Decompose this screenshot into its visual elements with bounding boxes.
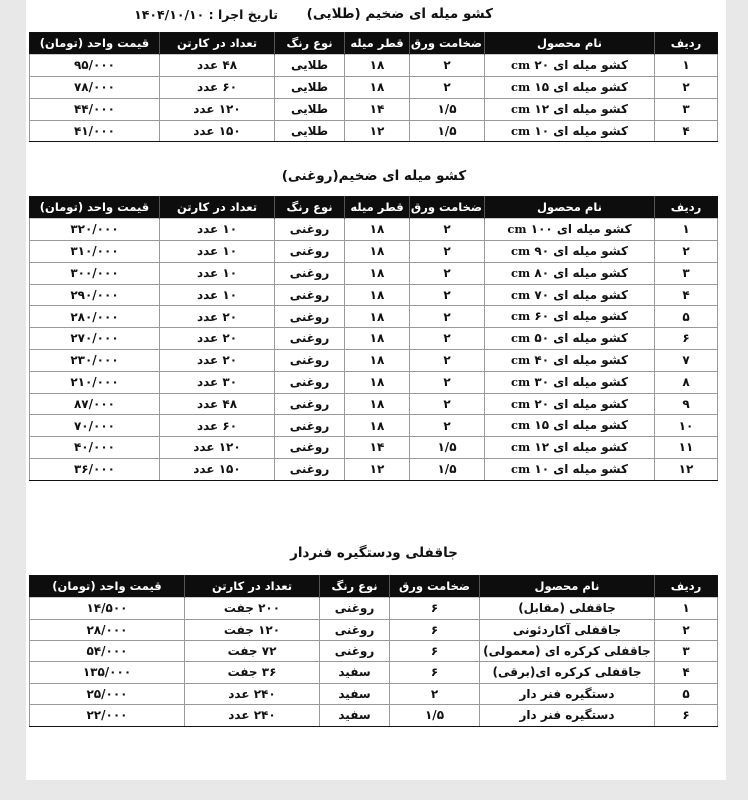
cell-qty: ۲۴۰ عدد — [185, 683, 320, 704]
cell-qty: ۲۰ عدد — [160, 328, 275, 350]
table-row — [30, 262, 718, 284]
cell-diameter: ۱۴ — [345, 98, 410, 120]
table-header-row — [30, 33, 718, 55]
col-header-rod-diameter: قطر میله — [345, 33, 410, 55]
cell-no: ۱۱ — [655, 437, 718, 459]
cell-product: جاقفلی (مقابل) — [480, 598, 655, 619]
table-row — [30, 77, 718, 99]
col-header-qty-per-carton: تعداد در کارتن — [160, 197, 275, 219]
cell-price: ۲۸/۰۰۰ — [30, 619, 185, 640]
table-row — [30, 641, 718, 662]
cell-no: ۱ — [655, 598, 718, 619]
col-header-qty-per-carton: تعداد در کارتن — [185, 576, 320, 598]
cell-diameter: ۱۲ — [345, 120, 410, 142]
cell-color: روغنی — [275, 437, 345, 459]
col-header-rod-diameter: قطر میله — [345, 197, 410, 219]
table-body — [30, 55, 718, 142]
cell-diameter: ۱۸ — [345, 55, 410, 77]
table-row — [30, 306, 718, 328]
table-row — [30, 415, 718, 437]
cell-qty: ۶۰ عدد — [160, 415, 275, 437]
table-row — [30, 705, 718, 726]
cell-product: کشو میله ای ۱۲ cm — [485, 437, 655, 459]
cell-diameter: ۱۸ — [345, 306, 410, 328]
cell-no: ۵ — [655, 306, 718, 328]
cell-no: ۳ — [655, 641, 718, 662]
table-row — [30, 241, 718, 263]
execution-date-value: ۱۴۰۴/۱۰/۱۰ — [134, 7, 205, 22]
cell-qty: ۱۵۰ عدد — [160, 120, 275, 142]
cell-no: ۳ — [655, 98, 718, 120]
cell-no: ۲ — [655, 619, 718, 640]
col-header-color-type: نوع رنگ — [275, 33, 345, 55]
cell-price: ۲۹۰/۰۰۰ — [30, 284, 160, 306]
cell-color: روغنی — [275, 262, 345, 284]
cell-no: ۲ — [655, 241, 718, 263]
col-header-row-no: ردیف — [655, 33, 718, 55]
cell-product: کشو میله ای ۲۰ cm — [485, 393, 655, 415]
cell-thickness: ۲ — [410, 241, 485, 263]
cell-no: ۳ — [655, 262, 718, 284]
cell-thickness: ۱/۵ — [390, 705, 480, 726]
col-header-sheet-thickness: ضخامت ورق — [410, 197, 485, 219]
table-header-row — [30, 197, 718, 219]
cell-color: روغنی — [275, 393, 345, 415]
cell-diameter: ۱۸ — [345, 219, 410, 241]
cell-price: ۲۵/۰۰۰ — [30, 683, 185, 704]
cell-product: کشو میله ای ۱۲ cm — [485, 98, 655, 120]
cell-color: روغنی — [320, 619, 390, 640]
cell-color: روغنی — [275, 458, 345, 480]
col-header-unit-price: قیمت واحد (تومان) — [30, 197, 160, 219]
cell-qty: ۴۸ عدد — [160, 393, 275, 415]
cell-thickness: ۶ — [390, 641, 480, 662]
cell-diameter: ۱۸ — [345, 77, 410, 99]
cell-color: روغنی — [275, 284, 345, 306]
cell-qty: ۴۸ عدد — [160, 55, 275, 77]
cell-thickness: ۶ — [390, 662, 480, 683]
cell-price: ۴۱/۰۰۰ — [30, 120, 160, 142]
cell-thickness: ۲ — [410, 55, 485, 77]
table-row — [30, 662, 718, 683]
cell-qty: ۲۴۰ عدد — [185, 705, 320, 726]
cell-no: ۵ — [655, 683, 718, 704]
cell-qty: ۱۲۰ جفت — [185, 619, 320, 640]
cell-product: کشو میله ای ۹۰ cm — [485, 241, 655, 263]
cell-thickness: ۱/۵ — [410, 120, 485, 142]
col-header-product: نام محصول — [485, 33, 655, 55]
cell-product: کشو میله ای ۸۰ cm — [485, 262, 655, 284]
table-oily-thick-rod-drawer — [29, 196, 718, 481]
table-row — [30, 120, 718, 142]
cell-price: ۳۰۰/۰۰۰ — [30, 262, 160, 284]
cell-product: جاقفلی کرکره ای (معمولی) — [480, 641, 655, 662]
cell-product: کشو میله ای ۱۰ cm — [485, 458, 655, 480]
cell-color: طلایی — [275, 77, 345, 99]
cell-product: دستگیره فنر دار — [480, 683, 655, 704]
table-header-row — [30, 576, 718, 598]
cell-color: روغنی — [275, 371, 345, 393]
cell-price: ۴۴/۰۰۰ — [30, 98, 160, 120]
cell-diameter: ۱۲ — [345, 458, 410, 480]
cell-product: کشو میله ای ۱۰ cm — [485, 120, 655, 142]
cell-no: ۷ — [655, 350, 718, 372]
cell-no: ۶ — [655, 328, 718, 350]
cell-price: ۳۱۰/۰۰۰ — [30, 241, 160, 263]
col-header-product: نام محصول — [485, 197, 655, 219]
cell-price: ۵۴/۰۰۰ — [30, 641, 185, 662]
cell-thickness: ۲ — [410, 262, 485, 284]
table-row — [30, 328, 718, 350]
cell-diameter: ۱۴ — [345, 437, 410, 459]
cell-qty: ۶۰ عدد — [160, 77, 275, 99]
table-row — [30, 219, 718, 241]
cell-price: ۲۱۰/۰۰۰ — [30, 371, 160, 393]
table-body — [30, 219, 718, 481]
cell-no: ۴ — [655, 284, 718, 306]
cell-qty: ۱۲۰ عدد — [160, 98, 275, 120]
cell-qty: ۱۰ عدد — [160, 241, 275, 263]
cell-thickness: ۲ — [410, 393, 485, 415]
cell-qty: ۷۲ جفت — [185, 641, 320, 662]
document-header — [0, 4, 748, 28]
cell-thickness: ۲ — [410, 306, 485, 328]
cell-no: ۱ — [655, 55, 718, 77]
cell-thickness: ۲ — [410, 219, 485, 241]
execution-date-label: تاریخ اجرا : — [208, 7, 278, 22]
col-header-sheet-thickness: ضخامت ورق — [410, 33, 485, 55]
cell-product: کشو میله ای ۷۰ cm — [485, 284, 655, 306]
cell-qty: ۳۶ جفت — [185, 662, 320, 683]
cell-qty: ۲۰ عدد — [160, 306, 275, 328]
table-row — [30, 683, 718, 704]
col-header-qty-per-carton: تعداد در کارتن — [160, 33, 275, 55]
cell-product: کشو میله ای ۲۰ cm — [485, 55, 655, 77]
cell-price: ۷۸/۰۰۰ — [30, 77, 160, 99]
cell-no: ۲ — [655, 77, 718, 99]
cell-thickness: ۲ — [410, 415, 485, 437]
cell-no: ۸ — [655, 371, 718, 393]
cell-thickness: ۱/۵ — [410, 98, 485, 120]
cell-thickness: ۲ — [410, 77, 485, 99]
cell-thickness: ۱/۵ — [410, 458, 485, 480]
cell-product: کشو میله ای ۳۰ cm — [485, 371, 655, 393]
cell-diameter: ۱۸ — [345, 350, 410, 372]
cell-price: ۱۳۵/۰۰۰ — [30, 662, 185, 683]
cell-price: ۷۰/۰۰۰ — [30, 415, 160, 437]
cell-product: دستگیره فنر دار — [480, 705, 655, 726]
cell-price: ۹۵/۰۰۰ — [30, 55, 160, 77]
page-title: کشو میله ای ضخیم (طلایی) — [306, 6, 493, 22]
table-row — [30, 393, 718, 415]
table-row — [30, 284, 718, 306]
table-lock-holder-spring-handle — [29, 575, 718, 727]
cell-thickness: ۲ — [410, 350, 485, 372]
cell-color: سفید — [320, 705, 390, 726]
cell-diameter: ۱۸ — [345, 262, 410, 284]
cell-thickness: ۲ — [390, 683, 480, 704]
section-title-lock-holder-spring-handle: جاقفلی ودستگیره فنردار — [290, 545, 458, 561]
cell-color: روغنی — [320, 598, 390, 619]
cell-qty: ۲۰ عدد — [160, 350, 275, 372]
cell-qty: ۲۰۰ جفت — [185, 598, 320, 619]
section-title-oily-thick-rod-drawer: کشو میله ای ضخیم(روغنی) — [281, 168, 467, 184]
table-row — [30, 437, 718, 459]
table-row — [30, 619, 718, 640]
cell-diameter: ۱۸ — [345, 415, 410, 437]
cell-no: ۶ — [655, 705, 718, 726]
cell-qty: ۱۰ عدد — [160, 262, 275, 284]
cell-price: ۳۶/۰۰۰ — [30, 458, 160, 480]
cell-price: ۲۳۰/۰۰۰ — [30, 350, 160, 372]
cell-qty: ۱۰ عدد — [160, 284, 275, 306]
cell-product: کشو میله ای ۱۵ cm — [485, 77, 655, 99]
cell-color: روغنی — [275, 415, 345, 437]
cell-color: سفید — [320, 662, 390, 683]
cell-no: ۱۲ — [655, 458, 718, 480]
cell-qty: ۱۵۰ عدد — [160, 458, 275, 480]
cell-price: ۲۸۰/۰۰۰ — [30, 306, 160, 328]
cell-diameter: ۱۸ — [345, 241, 410, 263]
table-row — [30, 458, 718, 480]
cell-thickness: ۶ — [390, 619, 480, 640]
cell-product: کشو میله ای ۱۰۰ cm — [485, 219, 655, 241]
cell-color: طلایی — [275, 98, 345, 120]
cell-price: ۴۰/۰۰۰ — [30, 437, 160, 459]
cell-product: کشو میله ای ۵۰ cm — [485, 328, 655, 350]
col-header-color-type: نوع رنگ — [320, 576, 390, 598]
cell-price: ۲۲/۰۰۰ — [30, 705, 185, 726]
cell-no: ۱ — [655, 219, 718, 241]
cell-color: طلایی — [275, 120, 345, 142]
cell-thickness: ۲ — [410, 284, 485, 306]
cell-product: جاقفلی آکاردئونی — [480, 619, 655, 640]
col-header-unit-price: قیمت واحد (تومان) — [30, 576, 185, 598]
cell-thickness: ۲ — [410, 328, 485, 350]
cell-diameter: ۱۸ — [345, 393, 410, 415]
cell-thickness: ۲ — [410, 371, 485, 393]
col-header-unit-price: قیمت واحد (تومان) — [30, 33, 160, 55]
cell-product: کشو میله ای ۱۵ cm — [485, 415, 655, 437]
table-row — [30, 55, 718, 77]
col-header-row-no: ردیف — [655, 576, 718, 598]
cell-no: ۱۰ — [655, 415, 718, 437]
col-header-row-no: ردیف — [655, 197, 718, 219]
cell-diameter: ۱۸ — [345, 371, 410, 393]
cell-color: روغنی — [275, 219, 345, 241]
cell-price: ۸۷/۰۰۰ — [30, 393, 160, 415]
cell-product: جاقفلی کرکره ای(برقی) — [480, 662, 655, 683]
cell-color: سفید — [320, 683, 390, 704]
cell-color: روغنی — [320, 641, 390, 662]
cell-no: ۹ — [655, 393, 718, 415]
cell-no: ۴ — [655, 662, 718, 683]
table-row — [30, 598, 718, 619]
table-body — [30, 598, 718, 726]
cell-thickness: ۶ — [390, 598, 480, 619]
cell-color: روغنی — [275, 328, 345, 350]
cell-price: ۲۷۰/۰۰۰ — [30, 328, 160, 350]
cell-color: طلایی — [275, 55, 345, 77]
col-header-product: نام محصول — [480, 576, 655, 598]
execution-date — [134, 7, 278, 22]
cell-product: کشو میله ای ۴۰ cm — [485, 350, 655, 372]
cell-color: روغنی — [275, 241, 345, 263]
col-header-color-type: نوع رنگ — [275, 197, 345, 219]
cell-color: روغنی — [275, 350, 345, 372]
cell-qty: ۳۰ عدد — [160, 371, 275, 393]
cell-thickness: ۱/۵ — [410, 437, 485, 459]
cell-product: کشو میله ای ۶۰ cm — [485, 306, 655, 328]
cell-price: ۳۲۰/۰۰۰ — [30, 219, 160, 241]
cell-price: ۱۴/۵۰۰ — [30, 598, 185, 619]
table-row — [30, 98, 718, 120]
cell-color: روغنی — [275, 306, 345, 328]
cell-qty: ۱۲۰ عدد — [160, 437, 275, 459]
cell-qty: ۱۰ عدد — [160, 219, 275, 241]
table-row — [30, 350, 718, 372]
table-row — [30, 371, 718, 393]
col-header-sheet-thickness: ضخامت ورق — [390, 576, 480, 598]
cell-diameter: ۱۸ — [345, 328, 410, 350]
cell-no: ۴ — [655, 120, 718, 142]
table-golden-thick-rod-drawer — [29, 32, 718, 142]
cell-diameter: ۱۸ — [345, 284, 410, 306]
